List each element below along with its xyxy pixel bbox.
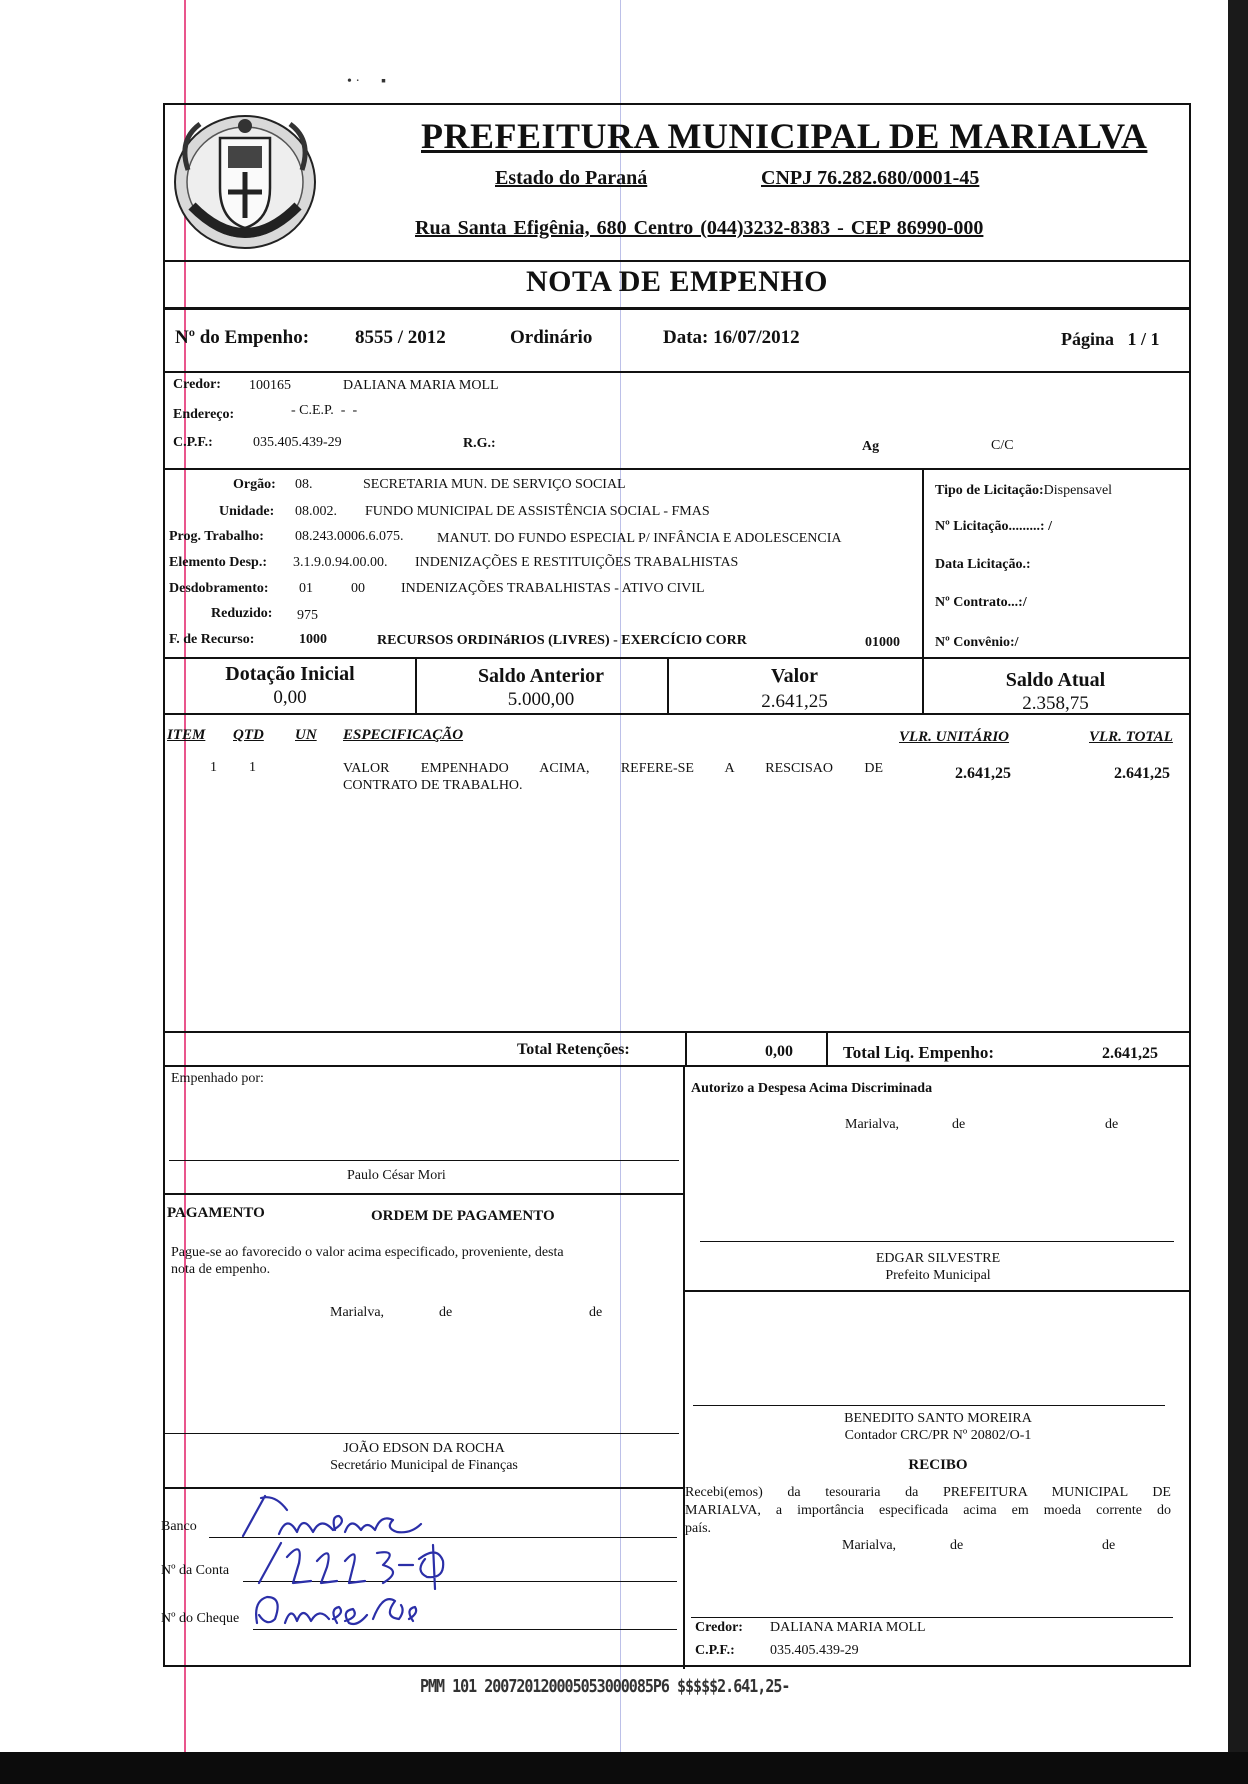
total-value-column-header: VLR. TOTAL	[1089, 729, 1173, 745]
elemento-desc: INDENIZAÇÕES E RESTITUIÇÕES TRABALHISTAS	[415, 555, 739, 570]
signature-line	[165, 1433, 679, 1434]
endereco-label: Endereço:	[173, 407, 235, 422]
signature-line	[169, 1160, 679, 1161]
saldo-atual-value: 2.358,75	[1022, 693, 1089, 714]
conta-label: Nº da Conta	[161, 1563, 230, 1578]
signature-line	[700, 1241, 1174, 1242]
saldo-anterior-label: Saldo Anterior	[477, 665, 605, 687]
credor-label: Credor:	[173, 377, 221, 392]
recibo-text-line-1: Recebi(emos) da tesouraria da PREFEITURA MUNICIPAL DE	[685, 1485, 1171, 1500]
recibo-title: RECIBO	[908, 1457, 968, 1473]
signature-line	[691, 1617, 1173, 1618]
divider	[165, 468, 1189, 470]
autorizo-city: Marialva,	[845, 1117, 900, 1132]
prog-code: 08.243.0006.6.075.	[295, 529, 404, 544]
qtd-column-header: QTD	[233, 727, 264, 743]
recibo-city: Marialva,	[842, 1538, 897, 1553]
recurso-code: 1000	[299, 632, 327, 647]
recurso-desc: RECURSOS ORDINáRIOS (LIVRES) - EXERCÍCIO CORR	[377, 633, 747, 648]
prefeito-name: EDGAR SILVESTRE	[875, 1251, 1001, 1266]
banco-label: Banco	[161, 1519, 197, 1534]
saldo-atual-label: Saldo Atual	[1005, 669, 1106, 691]
empenho-date: Data: 16/07/2012	[663, 327, 800, 348]
divider	[165, 1193, 683, 1195]
autorizo-date-de-2: de	[1105, 1117, 1119, 1132]
cpf-label: C.P.F.:	[173, 435, 213, 450]
signature-line	[693, 1405, 1165, 1406]
ag-label: Ag	[862, 439, 880, 454]
data-licitacao: Data Licitação.:	[935, 557, 1031, 572]
ordem-pagamento-title: ORDEM DE PAGAMENTO	[371, 1208, 555, 1224]
reduzido-value: 975	[297, 608, 318, 623]
saldo-anterior-value: 5.000,00	[507, 689, 575, 710]
credor-code: 100165	[249, 378, 291, 393]
total-liquido-label: Total Liq. Empenho:	[843, 1043, 994, 1062]
desdobramento-code-1: 01	[299, 581, 313, 596]
prog-desc: MANUT. DO FUNDO ESPECIAL P/ INFÂNCIA E ADOLESCENCIA	[437, 531, 842, 546]
nota-de-empenho-form	[163, 103, 1191, 1667]
divider	[165, 713, 1189, 715]
prog-label: Prog. Trabalho:	[169, 529, 264, 544]
divider	[683, 1065, 685, 1669]
divider	[165, 307, 1189, 310]
page-title: PREFEITURA MUNICIPAL DE MARIALVA	[421, 116, 1148, 156]
un-column-header: UN	[295, 727, 317, 743]
pagamento-date-de-2: de	[589, 1305, 603, 1320]
pagamento-city: Marialva,	[330, 1305, 385, 1320]
rg-label: R.G.:	[463, 436, 496, 451]
empenho-type: Ordinário	[510, 327, 593, 348]
cnpj-label: CNPJ 76.282.680/0001-45	[761, 167, 980, 189]
scan-edge	[1228, 0, 1248, 1784]
dotacao-inicial-label: Dotação Inicial	[225, 663, 355, 685]
cheque-label: Nº do Cheque	[161, 1611, 240, 1626]
page-number: Página 1 / 1	[1061, 329, 1160, 349]
unidade-label: Unidade:	[219, 504, 275, 519]
orgao-code: 08.	[295, 477, 313, 492]
secretario-name: JOÃO EDSON DA ROCHA	[343, 1441, 505, 1456]
total-retencoes-label: Total Retenções:	[517, 1041, 630, 1058]
document-title: NOTA DE EMPENHO	[526, 265, 828, 298]
cheque-handwritten-signature	[249, 1583, 479, 1633]
item-total-value: 2.641,25	[1114, 765, 1170, 782]
recibo-text-line-2: MARIALVA, a importância especificada acima em moeda corrente do	[685, 1503, 1171, 1518]
recibo-cpf-label: C.P.F.:	[695, 1643, 735, 1658]
pagamento-label: PAGAMENTO	[167, 1205, 265, 1221]
pagamento-date-de-1: de	[439, 1305, 453, 1320]
item-description-line-1: VALOR EMPENHADO ACIMA, REFERE-SE A RESCISAO DE	[343, 761, 883, 776]
municipal-crest-logo	[170, 110, 320, 253]
valor-value: 2.641,25	[761, 691, 828, 712]
tipo-licitacao-label: Tipo de Licitação:	[935, 483, 1044, 498]
total-retencoes-value: 0,00	[765, 1043, 793, 1060]
divider	[165, 1487, 683, 1489]
tipo-licitacao-value: Dispensavel	[1043, 483, 1113, 498]
recurso-label: F. de Recurso:	[169, 632, 255, 647]
divider	[165, 1031, 1189, 1033]
elemento-label: Elemento Desp.:	[169, 555, 267, 570]
valor-label: Valor	[770, 665, 819, 687]
empenhado-por-label: Empenhado por:	[171, 1071, 264, 1086]
empenho-number-label: Nº do Empenho:	[175, 327, 310, 348]
reduzido-label: Reduzido:	[211, 606, 273, 621]
dotacao-inicial-value: 0,00	[273, 687, 307, 708]
pagamento-text-line-2: nota de empenho.	[171, 1262, 271, 1277]
scan-edge	[0, 1752, 1248, 1784]
prefeito-role: Prefeito Municipal	[885, 1268, 991, 1283]
tipo-licitacao	[935, 483, 1112, 499]
elemento-code: 3.1.9.0.94.00.00.	[293, 555, 388, 570]
divider	[165, 1065, 1189, 1067]
recibo-date-de-2: de	[1102, 1538, 1116, 1553]
authentication-code: PMM 101 200720120005053000085P6 $$$$$2.641,25-	[420, 1675, 790, 1697]
recibo-date-de-1: de	[950, 1538, 964, 1553]
state-label: Estado do Paraná	[495, 167, 648, 189]
unit-value-column-header: VLR. UNITÁRIO	[899, 729, 1010, 745]
cc-label: C/C	[991, 438, 1014, 453]
desdobramento-code-2: 00	[351, 581, 365, 596]
recibo-text-line-3: país.	[685, 1521, 712, 1536]
contador-name: BENEDITO SANTO MOREIRA	[844, 1411, 1032, 1426]
endereco-value: - C.E.P. - -	[291, 403, 358, 418]
recurso-code-2: 01000	[865, 635, 900, 650]
cpf-value: 035.405.439-29	[253, 435, 342, 450]
secretario-role: Secretário Municipal de Finanças	[330, 1458, 518, 1473]
contador-role: Contador CRC/PR Nº 20802/O-1	[844, 1428, 1032, 1443]
address-label: Rua Santa Efigênia, 680 Centro (044)3232-8383 - CEP 86990-000	[415, 217, 984, 239]
unidade-code: 08.002.	[295, 504, 337, 519]
item-unit-value: 2.641,25	[955, 765, 1011, 782]
divider	[922, 468, 924, 657]
empenho-number: 8555 / 2012	[355, 327, 446, 348]
divider	[165, 657, 1189, 659]
desdobramento-desc: INDENIZAÇÕES TRABALHISTAS - ATIVO CIVIL	[401, 581, 705, 596]
item-column-header: ITEM	[167, 727, 206, 743]
divider	[165, 371, 1189, 373]
credor-name: DALIANA MARIA MOLL	[343, 378, 499, 393]
item-description-line-2: CONTRATO DE TRABALHO.	[343, 778, 523, 793]
numero-convenio: Nº Convênio:/	[935, 635, 1019, 650]
orgao-desc: SECRETARIA MUN. DE SERVIÇO SOCIAL	[363, 477, 626, 492]
autorizo-date-de-1: de	[952, 1117, 966, 1132]
numero-contrato: Nº Contrato...:/	[935, 595, 1027, 610]
divider	[685, 1031, 687, 1065]
divider	[165, 260, 1189, 262]
desdobramento-label: Desdobramento:	[169, 581, 269, 596]
especificacao-column-header: ESPECIFICAÇÃO	[343, 727, 464, 743]
scan-marks: • · ▪	[347, 74, 387, 89]
numero-licitacao: Nº Licitação.........: /	[935, 519, 1052, 534]
recibo-credor-name: DALIANA MARIA MOLL	[770, 1620, 926, 1635]
divider	[826, 1031, 828, 1065]
empenhado-por-name: Paulo César Mori	[347, 1168, 446, 1183]
recibo-cpf-value: 035.405.439-29	[770, 1643, 859, 1658]
orgao-label: Orgão:	[233, 477, 276, 492]
unidade-desc: FUNDO MUNICIPAL DE ASSISTÊNCIA SOCIAL - FMAS	[365, 504, 710, 519]
conta-handwritten-number	[253, 1535, 473, 1590]
item-number: 1	[210, 760, 217, 775]
autorizo-title: Autorizo a Despesa Acima Discriminada	[691, 1081, 933, 1096]
recibo-credor-label: Credor:	[695, 1620, 743, 1635]
divider	[683, 1290, 1189, 1292]
pagamento-text-line-1: Pague-se ao favorecido o valor acima especificado, proveniente, desta	[171, 1245, 564, 1260]
total-liquido-value: 2.641,25	[1102, 1045, 1158, 1062]
item-qtd: 1	[249, 760, 256, 775]
